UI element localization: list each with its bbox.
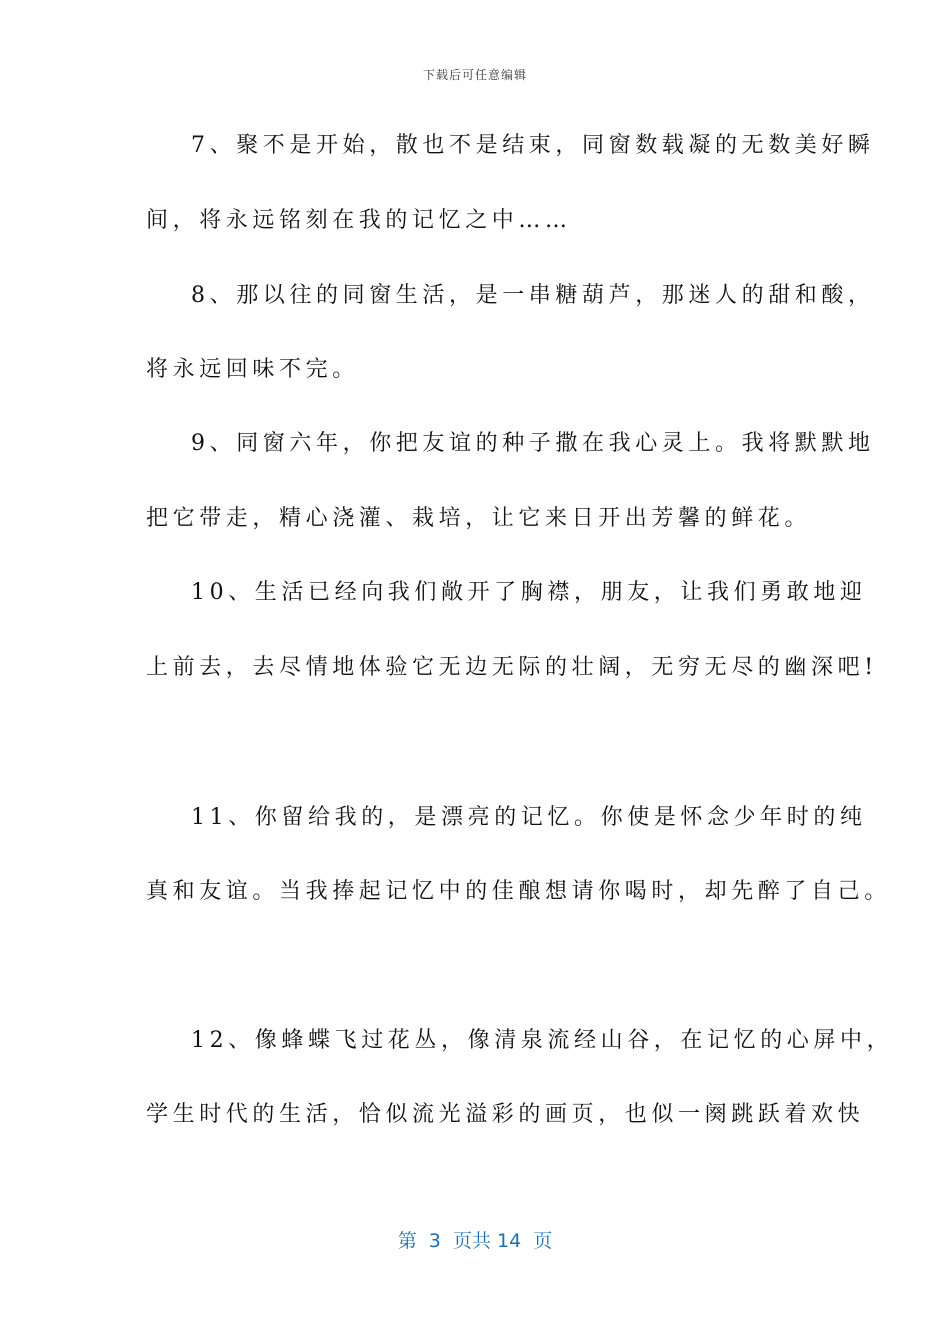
- paragraph-7-line-2: 间，将永远铭刻在我的记忆之中……: [146, 208, 572, 233]
- page-number-footer: 第 3 页共 14 页: [397, 1230, 553, 1252]
- paragraph-12-line-2: 学生时代的生活，恰似流光溢彩的画页，也似一阕跳跃着欢快: [146, 1102, 865, 1127]
- paragraph-11-line-2: 真和友谊。当我捧起记忆中的佳酿想请你喝时，却先醉了自己。: [146, 879, 891, 904]
- page-header: 下载后可任意编辑: [422, 68, 527, 82]
- paragraph-7-line-1: 7、聚不是开始，散也不是结束，同窗数载凝的无数美好瞬: [191, 133, 875, 158]
- paragraph-11-line-1: 11、你留给我的，是漂亮的记忆。你使是怀念少年时的纯: [191, 805, 867, 830]
- paragraph-8-line-1: 8、那以往的同窗生活，是一串糖葫芦，那迷人的甜和酸，: [191, 283, 875, 308]
- paragraph-10-line-1: 10、生活已经向我们敞开了胸襟，朋友，让我们勇敢地迎: [191, 580, 867, 605]
- paragraph-10-line-2: 上前去，去尽情地体验它无边无际的壮阔，无穷无尽的幽深吧!: [146, 655, 878, 680]
- paragraph-9-line-1: 9、同窗六年，你把友谊的种子撒在我心灵上。我将默默地: [191, 431, 875, 456]
- paragraph-12-line-1: 12、像蜂蝶飞过花丛，像清泉流经山谷，在记忆的心屏中，: [191, 1028, 894, 1053]
- paragraph-8-line-2: 将永远回味不完。: [146, 357, 359, 382]
- paragraph-9-line-2: 把它带走，精心浇灌、栽培，让它来日开出芳馨的鲜花。: [146, 506, 812, 531]
